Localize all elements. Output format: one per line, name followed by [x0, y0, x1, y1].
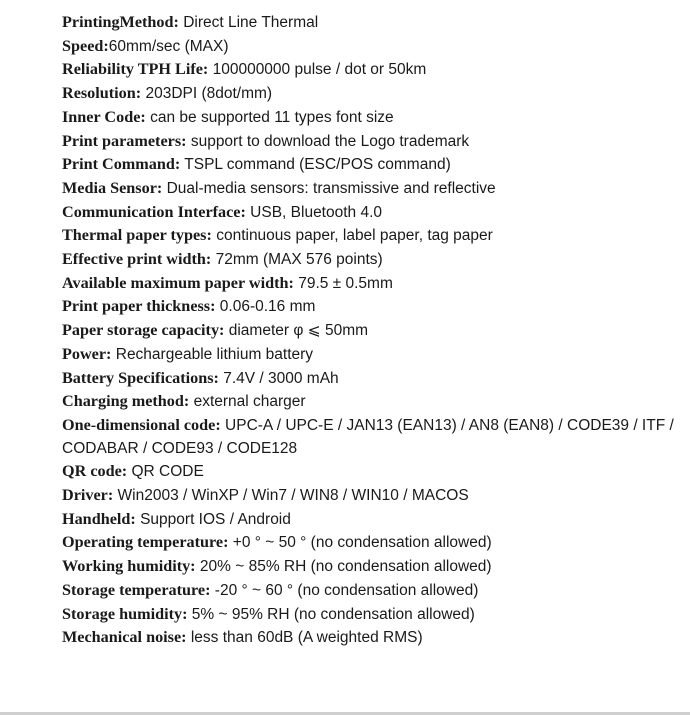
spec-label: Print Command: — [62, 155, 181, 174]
spec-label: Thermal paper types: — [62, 226, 212, 245]
spec-working-humidity — [62, 555, 682, 579]
spec-value: external charger — [189, 393, 306, 411]
spec-label: Mechanical noise: — [62, 628, 187, 647]
spec-battery-specifications — [62, 367, 682, 391]
spec-label: One-dimensional code: — [62, 415, 221, 434]
spec-value: UPC-A / UPC-E / JAN13 (EAN13) / AN8 (EAN8) / CODE39 / ITF / CODABAR / CODE93 / CODE128 — [62, 416, 674, 457]
spec-label: Print parameters: — [62, 131, 187, 150]
spec-power — [62, 343, 682, 367]
spec-value: 0.06-0.16 mm — [215, 298, 316, 316]
spec-value: continuous paper, label paper, tag paper — [211, 227, 493, 245]
spec-value: 20% ~ 85% RH (no condensation allowed) — [195, 558, 492, 576]
spec-value: 203DPI (8dot/mm) — [141, 85, 273, 103]
spec-value: 5% ~ 95% RH (no condensation allowed) — [187, 605, 475, 623]
spec-tph-life — [62, 58, 682, 82]
spec-paper-thickness — [62, 295, 682, 319]
spec-value: +0 ° ~ 50 ° (no condensation allowed) — [228, 534, 492, 552]
spec-value: diameter φ ⩽ 50mm — [224, 322, 369, 340]
spec-label: Speed: — [62, 36, 109, 55]
spec-label: Charging method: — [62, 392, 190, 411]
spec-mechanical-noise — [62, 626, 682, 650]
spec-driver — [62, 484, 682, 508]
spec-label: Inner Code: — [62, 107, 146, 126]
spec-media-sensor — [62, 177, 682, 201]
spec-value: 60mm/sec (MAX) — [108, 37, 229, 55]
spec-resolution — [62, 82, 682, 106]
spec-value: -20 ° ~ 60 ° (no condensation allowed) — [210, 581, 479, 599]
spec-label: Storage humidity: — [62, 604, 188, 623]
spec-label: Media Sensor: — [62, 178, 163, 197]
spec-label: Driver: — [62, 486, 114, 505]
spec-qr-code — [62, 460, 682, 484]
spec-value: 72mm (MAX 576 points) — [211, 251, 383, 269]
spec-inner-code — [62, 106, 682, 130]
spec-label: Effective print width: — [62, 250, 212, 269]
spec-value: USB, Bluetooth 4.0 — [245, 203, 383, 221]
spec-effective-print-width — [62, 248, 682, 272]
spec-communication-interface — [62, 201, 682, 225]
spec-label: QR code: — [62, 462, 128, 481]
spec-label: Reliability TPH Life: — [62, 60, 209, 79]
spec-speed — [62, 35, 682, 59]
spec-value: Direct Line Thermal — [178, 14, 319, 31]
spec-storage-humidity — [62, 603, 682, 627]
spec-label: Available maximum paper width: — [62, 273, 294, 292]
spec-print-command — [62, 153, 682, 177]
spec-label: Communication Interface: — [62, 202, 246, 221]
spec-handheld — [62, 508, 682, 532]
spec-value: support to download the Logo trademark — [186, 132, 470, 150]
spec-label: Power: — [62, 344, 112, 363]
spec-one-dimensional-code — [62, 414, 682, 460]
spec-label: Paper storage capacity: — [62, 321, 225, 340]
spec-max-paper-width — [62, 272, 682, 296]
spec-value: Rechargeable lithium battery — [111, 345, 314, 363]
spec-label: Handheld: — [62, 509, 136, 528]
spec-operating-temperature — [62, 531, 682, 555]
spec-printing-method — [62, 11, 682, 35]
spec-value: less than 60dB (A weighted RMS) — [186, 629, 423, 647]
spec-label: Resolution: — [62, 84, 142, 103]
spec-value: 100000000 pulse / dot or 50km — [208, 61, 427, 79]
spec-value: TSPL command (ESC/POS command) — [180, 156, 451, 174]
spec-list — [62, 11, 682, 650]
spec-label: PrintingMethod: — [62, 13, 179, 31]
spec-label: Storage temperature: — [62, 580, 211, 599]
spec-value: Dual-media sensors: transmissive and reflective — [162, 179, 496, 197]
spec-value: 7.4V / 3000 mAh — [218, 369, 339, 387]
spec-value: can be supported 11 types font size — [145, 108, 394, 126]
spec-label: Working humidity: — [62, 557, 196, 576]
spec-value: Support IOS / Android — [135, 510, 291, 528]
spec-thermal-paper-types — [62, 224, 682, 248]
spec-storage-temperature — [62, 579, 682, 603]
spec-value: Win2003 / WinXP / Win7 / WIN8 / WIN10 / MACOS — [113, 487, 469, 505]
spec-label: Operating temperature: — [62, 533, 229, 552]
spec-label: Battery Specifications: — [62, 368, 219, 387]
spec-paper-storage-capacity — [62, 319, 682, 343]
spec-print-parameters — [62, 130, 682, 154]
spec-value: QR CODE — [127, 463, 204, 481]
spec-value: 79.5 ± 0.5mm — [293, 274, 393, 292]
spec-label: Print paper thickness: — [62, 297, 216, 316]
spec-charging-method — [62, 390, 682, 414]
